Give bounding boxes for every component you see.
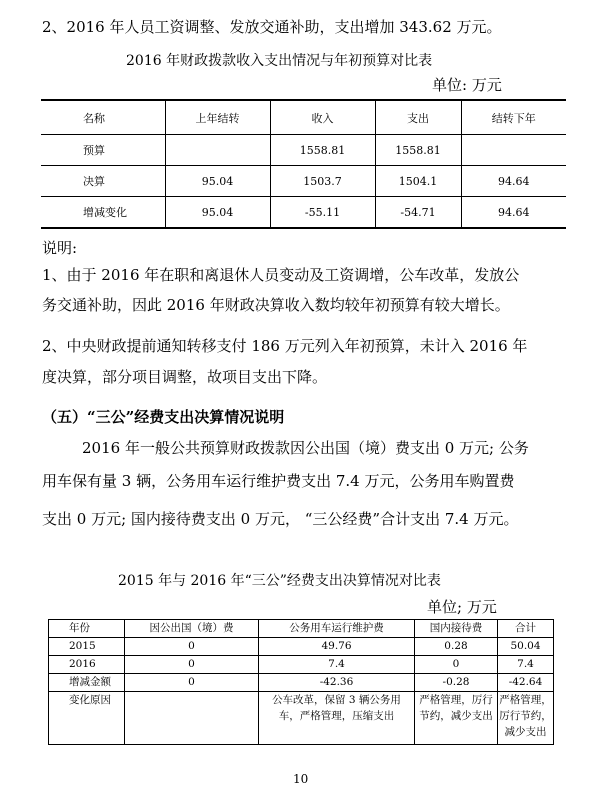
top-line: 2、2016 年人员工资调整、发放交通补助，支出增加 343.62 万元。 [42, 18, 502, 36]
row-label: 增减变化 [41, 197, 165, 229]
table-cell: -42.36 [259, 674, 415, 692]
table-cell: 94.64 [461, 166, 566, 197]
header-cell: 结转下年 [461, 100, 566, 135]
table2-unit: 单位; 万元 [427, 598, 497, 616]
table-row [49, 638, 554, 656]
page-number: 10 [293, 772, 309, 786]
table-row [41, 135, 566, 166]
header-cell: 收入 [270, 100, 375, 135]
header-cell: 公务用车运行维护费 [259, 620, 415, 638]
note2-line2: 度决算，部分项目调整，故项目支出下降。 [42, 368, 328, 386]
notes-label: 说明: [42, 239, 78, 257]
note1-line1: 1、由于 2016 年在职和离退休人员变动及工资调增，公车改革，发放公 [42, 266, 520, 284]
header-cell: 上年结转 [165, 100, 270, 135]
table-cell: 95.04 [165, 197, 270, 229]
header-cell: 年份 [49, 620, 125, 638]
table2-title: 2015 年与 2016 年“三公”经费支出决算情况对比表 [118, 573, 441, 589]
header-cell: 因公出国（境）费 [125, 620, 259, 638]
table-cell: 0 [125, 674, 259, 692]
table-cell: 0 [415, 656, 498, 674]
table1-title: 2016 年财政拨款收入支出情况与年初预算对比表 [126, 53, 433, 69]
table-row [49, 674, 554, 692]
header-cell: 国内接待费 [415, 620, 498, 638]
note2-line1: 2、中央财政提前通知转移支付 186 万元列入年初预算，未计入 2016 年 [42, 337, 528, 355]
table-row [41, 197, 566, 229]
section5-line1: 2016 年一般公共预算财政拨款因公出国（境）费支出 0 万元; 公务 [82, 439, 529, 457]
table-cell: 94.64 [461, 197, 566, 229]
row-label: 2016 [49, 656, 125, 674]
table1-unit: 单位: 万元 [432, 76, 502, 94]
table-cell: 1503.7 [270, 166, 375, 197]
budget-comparison-table [41, 99, 566, 229]
header-cell: 支出 [375, 100, 461, 135]
table-row [49, 692, 554, 745]
table-cell: -55.11 [270, 197, 375, 229]
table-header-row [49, 620, 554, 638]
row-label: 决算 [41, 166, 165, 197]
row-label: 变化原因 [49, 692, 125, 745]
section5-heading: （五）“三公”经费支出决算情况说明 [42, 408, 285, 426]
section5-line2: 用车保有量 3 辆，公务用车运行维护费支出 7.4 万元，公务用车购置费 [42, 472, 515, 490]
table-cell: -42.64 [498, 674, 554, 692]
table-cell: 95.04 [165, 166, 270, 197]
three-public-expense-table [48, 619, 554, 745]
row-label: 2015 [49, 638, 125, 656]
table-cell: 1558.81 [375, 135, 461, 166]
table-cell: 7.4 [498, 656, 554, 674]
section5-line3: 支出 0 万元; 国内接待费支出 0 万元， “三公经费”合计支出 7.4 万元。 [42, 510, 519, 528]
table-row [49, 656, 554, 674]
table-cell: 7.4 [259, 656, 415, 674]
table-cell [125, 692, 259, 745]
header-cell: 合计 [498, 620, 554, 638]
table-cell: -0.28 [415, 674, 498, 692]
table-cell: 0 [125, 638, 259, 656]
table-cell: 49.76 [259, 638, 415, 656]
table-cell: 0 [125, 656, 259, 674]
table-cell [165, 135, 270, 166]
table-cell: 1558.81 [270, 135, 375, 166]
row-label: 预算 [41, 135, 165, 166]
table-cell: 严格管理，厉行节约，减少支出 [415, 692, 498, 745]
table-header-row [41, 100, 566, 135]
table-row [41, 166, 566, 197]
table-cell: -54.71 [375, 197, 461, 229]
header-cell: 名称 [41, 100, 165, 135]
table-cell [461, 135, 566, 166]
table-cell: 严格管理，厉行节约，减少支出 [498, 692, 554, 745]
note1-line2: 务交通补助，因此 2016 年财政决算收入数均较年初预算有较大增长。 [42, 296, 510, 314]
table-cell: 1504.1 [375, 166, 461, 197]
table-cell: 公车改革，保留 3 辆公务用车，严格管理，压缩支出 [259, 692, 415, 745]
table-cell: 0.28 [415, 638, 498, 656]
row-label: 增减金额 [49, 674, 125, 692]
table-cell: 50.04 [498, 638, 554, 656]
